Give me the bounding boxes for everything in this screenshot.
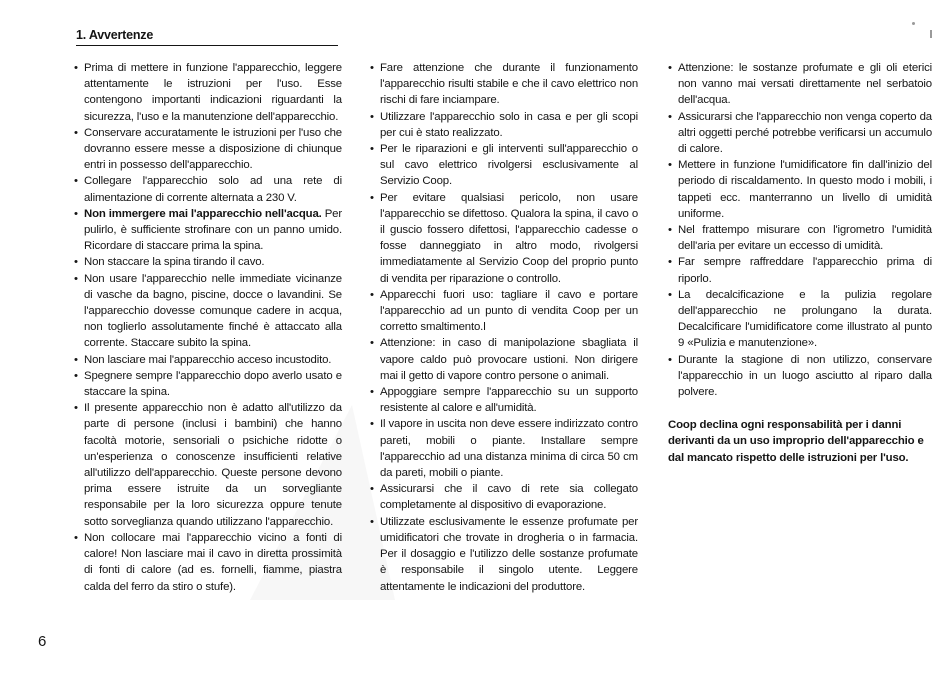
scan-speck xyxy=(930,30,932,38)
list-item: • Non collocare mai l'apparecchio vicino a fonti di calore! Non lasciare mai il cavo in diretta prossimità di fonti di calore (ad es. fornelli, fiamme, piastra calda del ferro da stiro o stufe). xyxy=(74,530,342,595)
list-item: • Apparecchi fuori uso: tagliare il cavo e portare l'apparecchio ad un punto di vendita Coop per un corretto smaltimento.l xyxy=(370,287,638,336)
list-item: • Fare attenzione che durante il funzionamento l'apparecchio risulti stabile e che il cavo elettrico non rischi di fare inciampare. xyxy=(370,60,638,109)
list-item: • Assicurarsi che l'apparecchio non venga coperto da altri oggetti perché potrebbe verificarsi un accumulo di calore. xyxy=(668,109,932,158)
warning-list xyxy=(74,60,342,595)
page-number: 6 xyxy=(38,633,47,650)
column-1 xyxy=(74,60,342,595)
list-item: • Il vapore in uscita non deve essere indirizzato contro pareti, mobili o piante. Installare sempre l'apparecchio ad una distanza minima di circa 50 cm da pareti, mobili o piante. xyxy=(370,416,638,481)
list-item: • Per le riparazioni e gli interventi sull'apparecchio o sul cavo elettrico rivolgersi esclusivamente al Servizio Coop. xyxy=(370,141,638,190)
list-item: • Non lasciare mai l'apparecchio acceso incustodito. xyxy=(74,352,342,368)
title-underline xyxy=(76,45,338,46)
list-item: • Appoggiare sempre l'apparecchio su un supporto resistente al calore e all'umidità. xyxy=(370,384,638,416)
list-item: • Durante la stagione di non utilizzo, conservare l'apparecchio in un luogo asciutto al riparo dalla polvere. xyxy=(668,352,932,401)
warning-list xyxy=(668,60,932,400)
list-item: • Mettere in funzione l'umidificatore fin dall'inizio del periodo di riscaldamento. In questo modo i mobili, i tappeti ecc. manterranno un livello di umidità uniforme. xyxy=(668,157,932,222)
list-item: • Collegare l'apparecchio solo ad una rete di alimentazione di corrente alternata a 230 V. xyxy=(74,173,342,205)
list-item: • Non immergere mai l'apparecchio nell'acqua. Per pulirlo, è sufficiente strofinare con un panno umido. Ricordare di staccare prima la spina. xyxy=(74,206,342,255)
list-item: • Far sempre raffreddare l'apparecchio prima di riporlo. xyxy=(668,254,932,286)
list-item: • Spegnere sempre l'apparecchio dopo averlo usato e staccare la spina. xyxy=(74,368,342,400)
scan-speck xyxy=(912,22,915,25)
list-item: • Utilizzate esclusivamente le essenze profumate per umidificatori che trovate in drogheria o in farmacia. Per il dosaggio e l'utilizzo delle sostanze profumate è responsabile il singolo utente. Leggere attentamente le indicazioni del produttore. xyxy=(370,514,638,595)
list-item: • Attenzione: le sostanze profumate e gli oli eterici non vanno mai versati direttamente nel serbatoio dell'acqua. xyxy=(668,60,932,109)
list-item: • Prima di mettere in funzione l'apparecchio, leggere attentamente le istruzioni per l'uso. Esse contengono importanti indicazioni riguardanti la sicurezza, l'uso e la manutenzione dell'apparecchio. xyxy=(74,60,342,125)
warning-list xyxy=(370,60,638,595)
list-item: • Assicurarsi che il cavo di rete sia collegato completamente al dispositivo di evaporazione. xyxy=(370,481,638,513)
list-item: • Utilizzare l'apparecchio solo in casa e per gli scopi per cui è stato realizzato. xyxy=(370,109,638,141)
list-item: • Non usare l'apparecchio nelle immediate vicinanze di vasche da bagno, piscine, docce o lavandini. Se l'apparecchio dovesse comunque cadere in acqua, non toglierlo assolutamente finché è attaccato alla corrente. Staccare subito la spina. xyxy=(74,271,342,352)
column-3 xyxy=(668,60,932,466)
list-item: • Attenzione: in caso di manipolazione sbagliata il vapore caldo può provocare ustioni. Non dirigere mai il getto di vapore contro persone o animali. xyxy=(370,335,638,384)
list-item: • La decalcificazione e la pulizia regolare dell'apparecchio ne prolungano la durata. Decalcificare l'umidificatore come illustrato al punto 9 «Pulizia e manutenzione». xyxy=(668,287,932,352)
list-item: • Il presente apparecchio non è adatto all'utilizzo da parte di persone (inclusi i bambini) che hanno facoltà motorie, sensoriali o psichiche ridotte o un'esperienza o conoscenze insufficienti relative all'utilizzo dell'apparecchio. Queste persone devono prima essere istruite da un sorvegliante responsabile per la loro sicurezza oppure tenute sotto sorveglianza quando utilizzano l'apparecchio. xyxy=(74,400,342,530)
list-item: • Per evitare qualsiasi pericolo, non usare l'apparecchio se difettoso. Qualora la spina, il cavo o il guscio fossero difettosi, l'apparecchio cadesse o fosse danneggiato in altro modo, rivolgersi immediatamente al Servizio Coop del proprio punto di vendita per riparazione o controllo. xyxy=(370,190,638,287)
liability-disclaimer: Coop declina ogni responsabilità per i danni derivanti da un uso improprio dell'apparecchio e dal mancato rispetto delle istruzioni per l'uso. xyxy=(668,419,924,464)
list-item: • Nel frattempo misurare con l'igrometro l'umidità dell'aria per evitare un eccesso di umidità. xyxy=(668,222,932,254)
column-2 xyxy=(370,60,638,595)
list-item: • Conservare accuratamente le istruzioni per l'uso che dovranno essere messe a disposizione di chiunque entri in possesso dell'apparecchio. xyxy=(74,125,342,174)
section-title: 1. Avvertenze xyxy=(76,28,154,42)
list-item: • Non staccare la spina tirando il cavo. xyxy=(74,254,342,270)
